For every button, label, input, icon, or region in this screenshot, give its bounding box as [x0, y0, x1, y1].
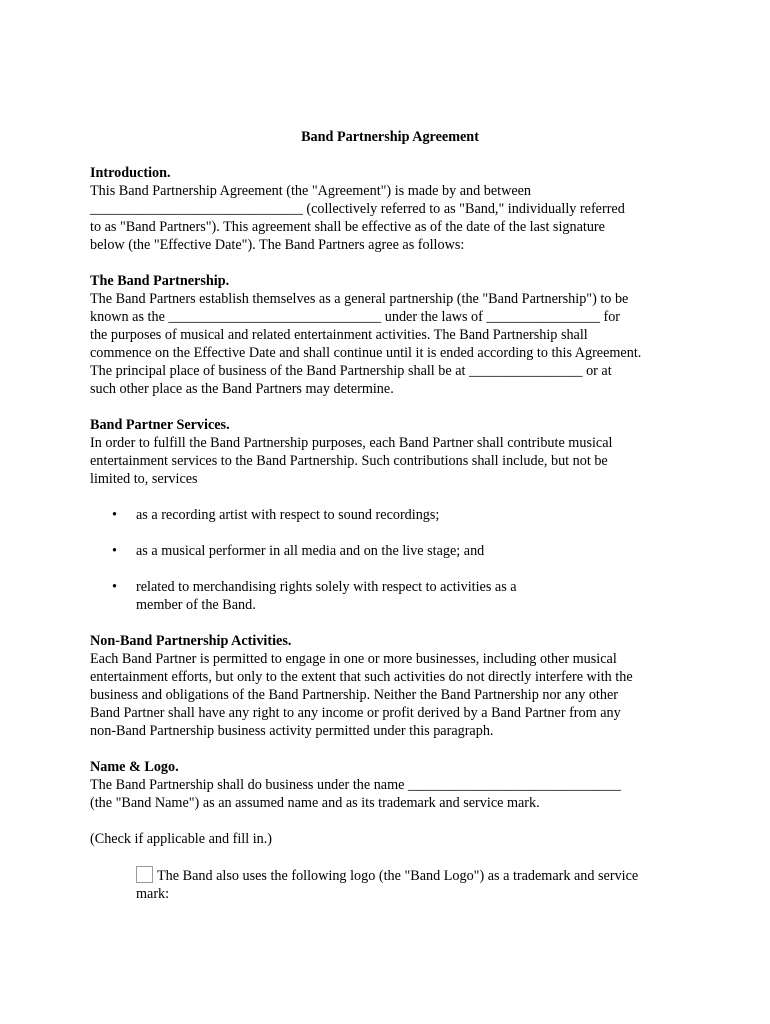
body-line: the purposes of musical and related entertainment activities. The Band Partnership shall [90, 327, 588, 343]
list-item-text: related to merchandising rights solely with respect to activities as a member of the Band. [136, 579, 517, 613]
section-heading: Introduction. [90, 165, 171, 181]
document-title: Band Partnership Agreement [301, 129, 479, 145]
list-item [90, 506, 596, 524]
section-band-partnership [90, 272, 690, 398]
body-line: below (the "Effective Date"). The Band Partners agree as follows: [90, 237, 465, 253]
body-line: known as the ______________________________ under the laws of ________________ for [90, 309, 621, 325]
body-line: The Band Partnership shall do business under the name ______________________________ [90, 777, 621, 793]
services-list [90, 506, 690, 614]
section-band-partner-services [90, 416, 690, 614]
list-item [90, 542, 596, 560]
section-introduction [90, 164, 690, 254]
body-line: business and obligations of the Band Partnership. Neither the Band Partnership nor any other [90, 687, 618, 703]
logo-option-row [90, 866, 690, 903]
body-line: ______________________________ (collectively referred to as "Band," individually referred [90, 201, 625, 217]
body-line: Each Band Partner is permitted to engage in one or more businesses, including other musical [90, 651, 617, 667]
logo-checkbox[interactable] [136, 866, 153, 883]
body-line: The principal place of business of the Band Partnership shall be at ________________ or at [90, 363, 612, 379]
list-item-text: as a recording artist with respect to sound recordings; [136, 507, 440, 523]
body-line: entertainment efforts, but only to the extent that such activities do not directly interfere with the [90, 669, 633, 685]
body-line: limited to, services [90, 471, 198, 487]
section-heading: Band Partner Services. [90, 417, 230, 433]
body-line: In order to fulfill the Band Partnership purposes, each Band Partner shall contribute musical [90, 435, 613, 451]
section-name-logo [90, 758, 690, 812]
bullet-icon: • [112, 579, 117, 595]
check-note: (Check if applicable and fill in.) [90, 831, 273, 847]
list-item-text: as a musical performer in all media and on the live stage; and [136, 543, 485, 559]
document-page [90, 128, 690, 903]
section-heading: The Band Partnership. [90, 273, 230, 289]
bullet-icon: • [112, 507, 117, 523]
body-line: such other place as the Band Partners may determine. [90, 381, 394, 397]
list-item [90, 578, 596, 614]
body-line: commence on the Effective Date and shall continue until it is ended according to this Agreement. [90, 345, 642, 361]
body-line: This Band Partnership Agreement (the "Agreement") is made by and between [90, 183, 532, 199]
body-line: (the "Band Name") as an assumed name and as its trademark and service mark. [90, 795, 540, 811]
section-heading: Name & Logo. [90, 759, 179, 775]
body-line: entertainment services to the Band Partnership. Such contributions shall include, but not be [90, 453, 608, 469]
body-line: non-Band Partnership business activity permitted under this paragraph. [90, 723, 494, 739]
section-non-band-activities [90, 632, 690, 740]
bullet-icon: • [112, 543, 117, 559]
body-line: to as "Band Partners"). This agreement shall be effective as of the date of the last signature [90, 219, 605, 235]
logo-option-text: The Band also uses the following logo (the "Band Logo") as a trademark and service mark: [136, 868, 639, 902]
body-line: Band Partner shall have any right to any income or profit derived by a Band Partner from any [90, 705, 621, 721]
section-heading: Non-Band Partnership Activities. [90, 633, 292, 649]
body-line: The Band Partners establish themselves as a general partnership (the "Band Partnership") to be [90, 291, 629, 307]
